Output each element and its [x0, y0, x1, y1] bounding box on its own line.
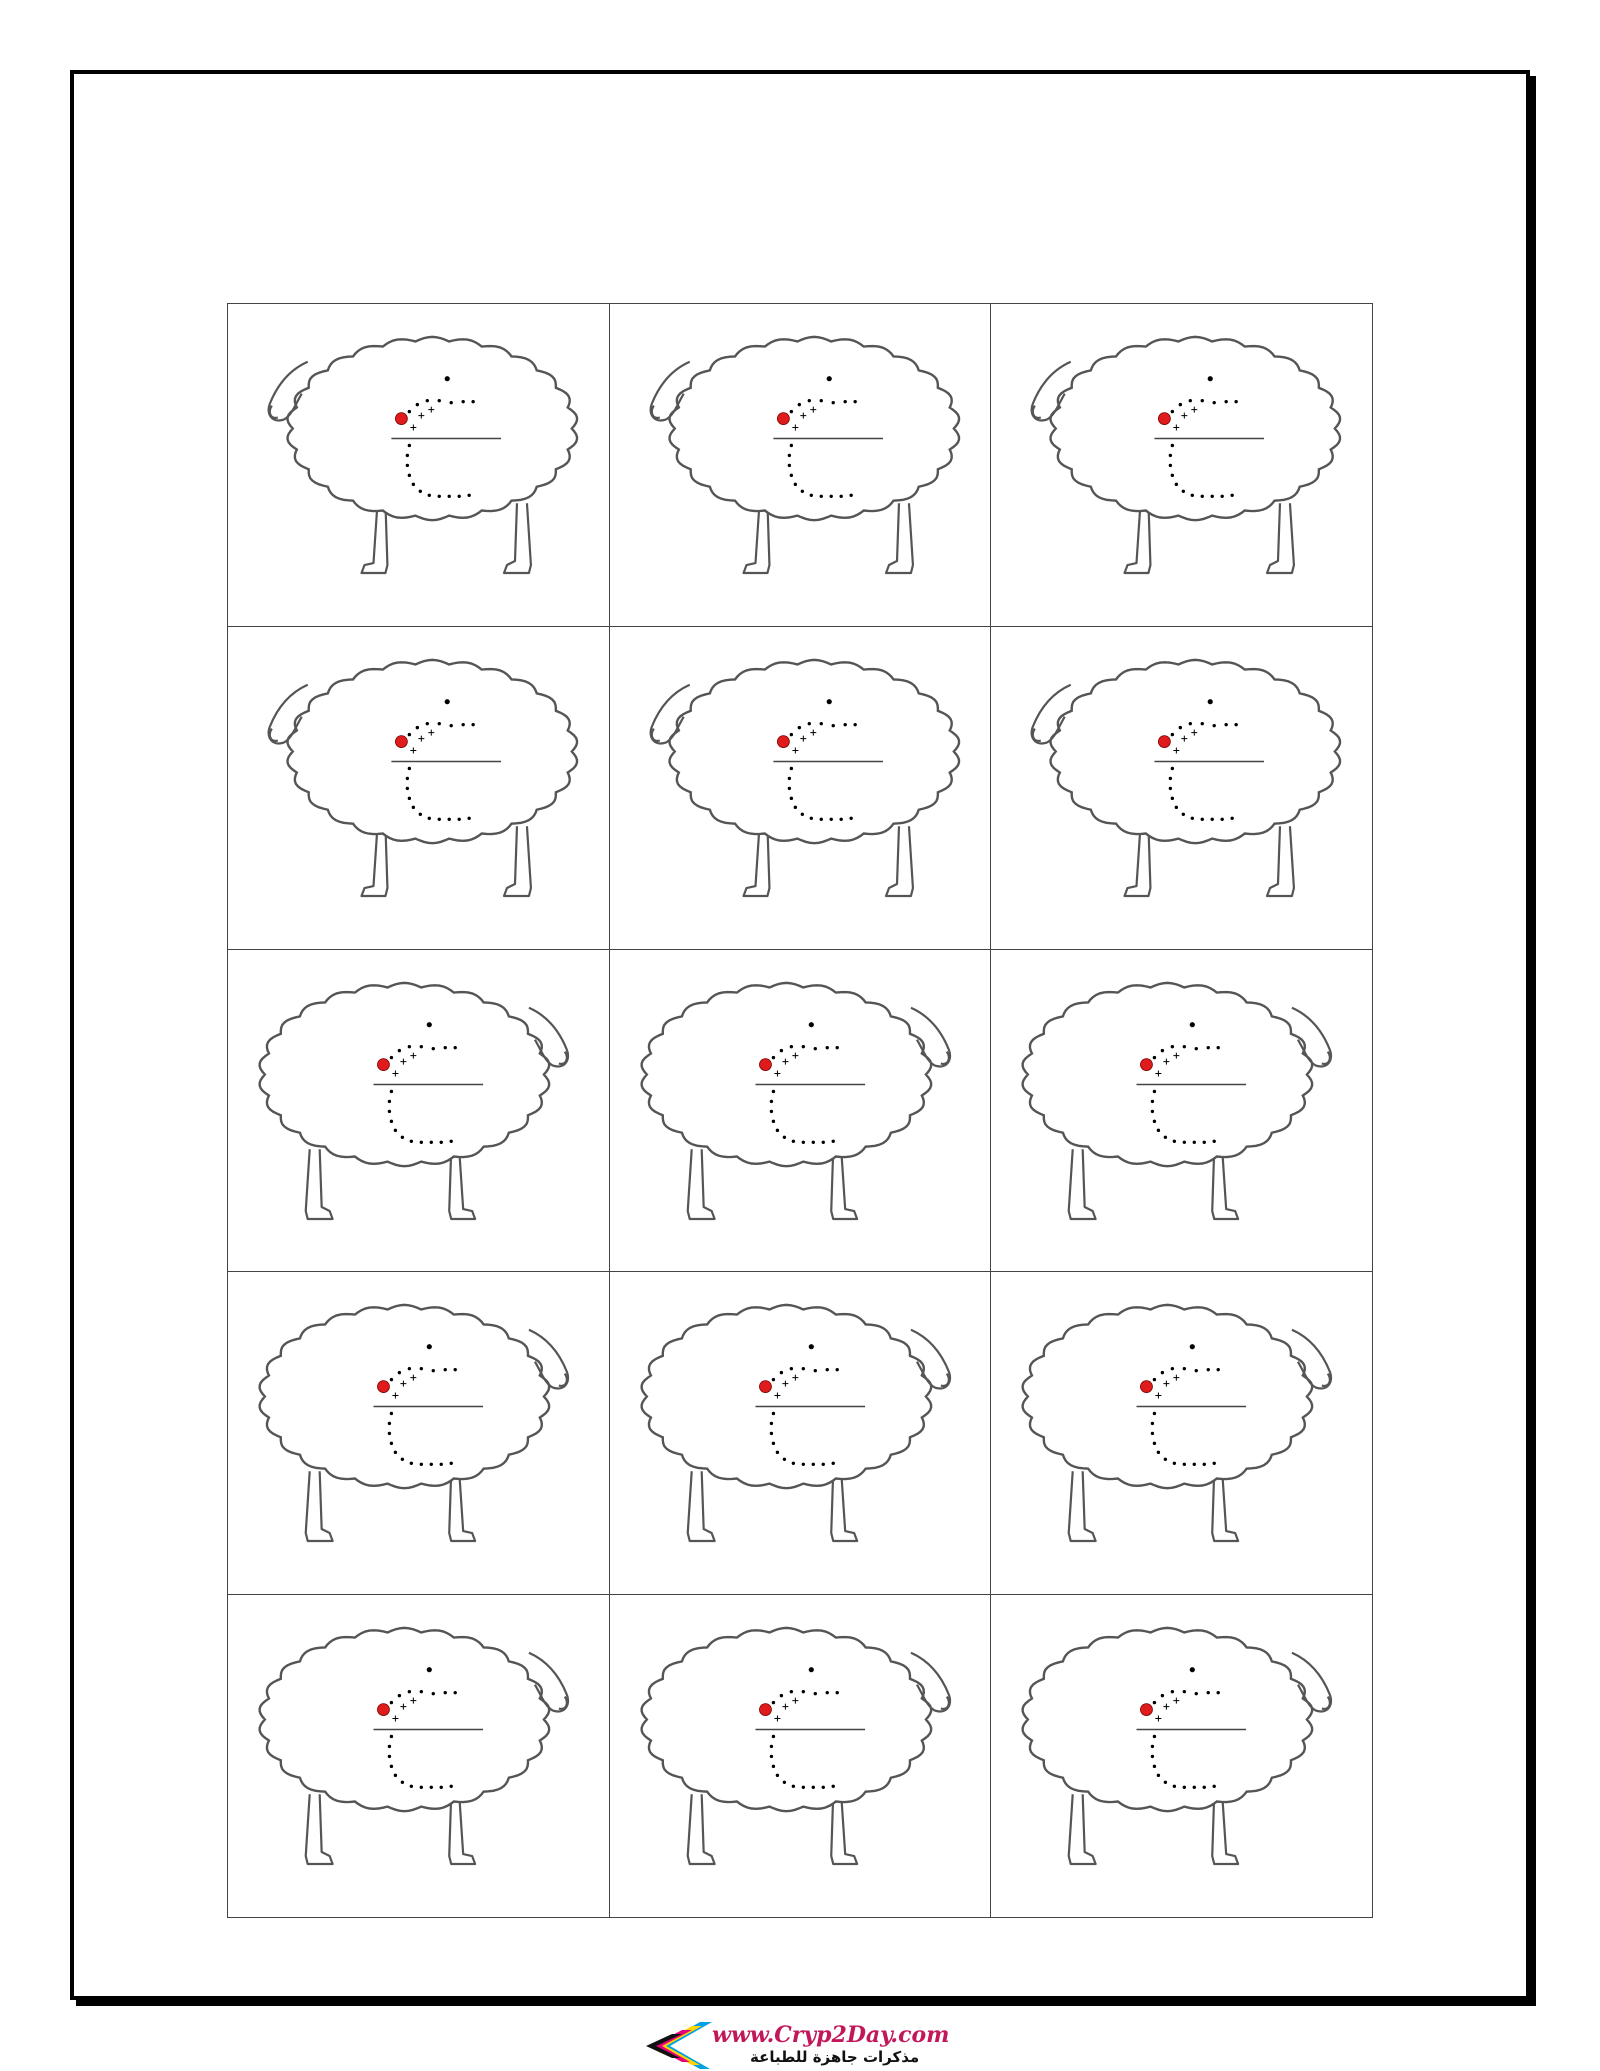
sheep-card: [228, 627, 610, 950]
sheep-icon: [228, 1595, 609, 1917]
site-tagline: مذكرات جاهزة للطباعة: [750, 2048, 920, 2066]
sheep-card: [991, 1595, 1373, 1918]
sheep-card: [228, 950, 610, 1273]
sheep-icon: [228, 627, 609, 949]
sheep-icon: [991, 304, 1372, 626]
sheep-icon: [991, 1595, 1372, 1917]
sheep-card: [228, 304, 610, 627]
sheep-card: [991, 950, 1373, 1273]
sheep-card: [610, 304, 992, 627]
sheep-icon: [991, 627, 1372, 949]
sheep-icon: [610, 1272, 991, 1594]
sheep-icon: [991, 950, 1372, 1272]
sheep-card: [610, 1272, 992, 1595]
sheep-card: [991, 1272, 1373, 1595]
card-grid: [227, 303, 1373, 1918]
sheep-card: [228, 1272, 610, 1595]
sheep-icon: [610, 950, 991, 1272]
sheep-card: [610, 1595, 992, 1918]
sheep-icon: [228, 304, 609, 626]
site-url[interactable]: www.Cryp2Day.com: [712, 2022, 950, 2048]
sheep-icon: [228, 1272, 609, 1594]
sheep-icon: [991, 1272, 1372, 1594]
sheep-card: [991, 304, 1373, 627]
sheep-icon: [610, 627, 991, 949]
sheep-icon: [610, 304, 991, 626]
sheep-card: [610, 950, 992, 1273]
sheep-card: [610, 627, 992, 950]
sheep-icon: [228, 950, 609, 1272]
sheep-card: [991, 627, 1373, 950]
sheep-icon: [610, 1595, 991, 1917]
sheep-card: [228, 1595, 610, 1918]
footer-logo: [640, 2020, 970, 2071]
logo-chevron-icon: [640, 2020, 715, 2071]
